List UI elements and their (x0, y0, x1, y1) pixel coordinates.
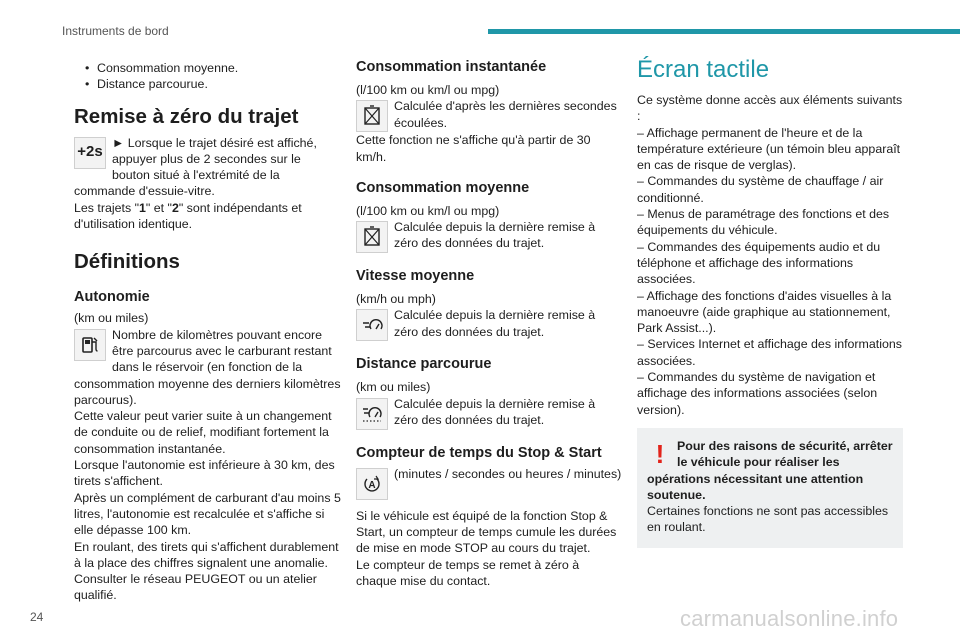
warning-icon: ! (655, 438, 665, 469)
column-1 (74, 56, 342, 604)
touchscreen-title: Écran tactile (637, 56, 770, 83)
autonomie-unit: (km ou miles) (74, 311, 149, 326)
stop-start-icon (356, 468, 388, 500)
conso-moy-unit: (l/100 km ou km/l ou mpg) (356, 203, 500, 218)
stopstart-title: Compteur de temps du Stop & Start (356, 444, 602, 461)
fuel-pump-icon (74, 329, 106, 361)
conso-moy-text: Calculée depuis la dernière remise à zéro des données du trajet. (394, 220, 596, 251)
header-accent-bar (488, 29, 960, 34)
page-number: 24 (30, 610, 44, 624)
warning-box (637, 428, 903, 548)
reset-section (74, 135, 342, 233)
autonomie-title: Autonomie (74, 289, 150, 306)
distance-title: Distance parcourue (356, 356, 492, 373)
vitesse-section (356, 307, 622, 341)
reset-text: ► Lorsque le trajet désiré est affiché, appuyer plus de 2 secondes sur le bouton situé à l'extrémité de la commande d'essuie-vitre. (74, 135, 317, 199)
header-title: Instruments de bord (62, 24, 169, 38)
reset-title: Remise à zéro du trajet (74, 104, 299, 128)
touchscreen-item: – Commandes des équipements audio et du téléphone et affichage des informations associées. (637, 239, 881, 287)
column-2 (356, 56, 622, 589)
vitesse-unit: (km/h ou mph) (356, 292, 436, 307)
stopstart-unit: (minutes / secondes ou heures / minutes) (394, 466, 622, 481)
column-3 (637, 56, 903, 548)
average-speed-icon (356, 309, 388, 341)
conso-inst-section (356, 98, 622, 165)
touchscreen-intro: Ce système donne accès aux éléments suivants : (637, 93, 903, 124)
distance-text: Calculée depuis la dernière remise à zéro des données du trajet. (394, 396, 596, 428)
autonomie-text: En roulant, des tirets qui s'affichent durablement à la place des chiffres signalent une anomalie. Consulter le réseau PEUGEOT ou un atelier qualifié. (74, 539, 339, 603)
stopstart-text: Le compteur de temps se remet à zéro à chaque mise du contact. (356, 557, 580, 588)
vitesse-text: Calculée depuis la dernière remise à zéro des données du trajet. (394, 308, 596, 339)
stopstart-section (356, 466, 622, 589)
touchscreen-item: – Commandes du système de navigation et affichage des informations associées (selon version). (637, 370, 878, 417)
distance-unit: (km ou miles) (356, 380, 431, 395)
reset-trips-text: Les trajets "1" et "2" sont indépendants et d'utilisation identique. (74, 200, 302, 232)
fuel-consumption-icon (356, 221, 388, 253)
svg-text:A: A (368, 479, 376, 491)
distance-section (356, 396, 622, 430)
conso-inst-unit: (l/100 km ou km/l ou mpg) (356, 83, 500, 97)
autonomie-text: Après un complément de carburant d'au moins 5 litres, l'autonomie est recalculée et s'affiche si elle dépasse 100 km. (74, 490, 341, 538)
conso-moy-section (356, 219, 622, 253)
touchscreen-item: – Commandes du système de chauffage / air conditionné. (637, 174, 884, 205)
autonomie-text: Lorsque l'autonomie est inférieure à 30 km, des tirets s'affichent. (74, 458, 335, 489)
touchscreen-item: – Affichage des fonctions d'aides visuelles à la manoeuvre (aide graphique au stationnement, Park Assist...). (637, 288, 892, 336)
bullet-item: • Consommation moyenne. (85, 60, 342, 76)
autonomie-section (74, 327, 342, 604)
warning-text: Certaines fonctions ne sont pas accessibles en roulant. (647, 504, 889, 535)
conso-moy-title: Consommation moyenne (356, 179, 530, 196)
distance-icon (356, 398, 388, 430)
definitions-title: Définitions (74, 250, 180, 274)
autonomie-text: Cette valeur peut varier suite à un changement de conduite ou de relief, modifiant fortement la consommation instantanée. (74, 409, 332, 456)
warning-bold-text: Pour des raisons de sécurité, arrêter le véhicule pour réaliser les opérations nécessitant une attention soutenue. (647, 438, 893, 502)
watermark: carmanualsonline.info (680, 606, 899, 631)
touchscreen-item: – Services Internet et affichage des informations associées. (637, 337, 902, 368)
stopstart-text: Si le véhicule est équipé de la fonction Stop & Start, un compteur de temps cumule les durées de mise en mode STOP au cours du trajet. (356, 508, 617, 556)
touchscreen-item: – Affichage permanent de l'heure et de la température extérieure (un témoin bleu apparaît en cas de risque de verglas). (637, 125, 901, 173)
fuel-consumption-icon (356, 100, 388, 132)
autonomie-text: Nombre de kilomètres pouvant encore être parcourus avec le carburant restant dans le réservoir (en fonction de la consommation moyenne des derniers kilomètres parcourus). (74, 327, 341, 407)
conso-inst-title: Consommation instantanée (356, 59, 547, 75)
touchscreen-item: – Menus de paramétrage des fonctions et des équipements du véhicule. (637, 207, 890, 238)
bullet-list (74, 60, 342, 93)
conso-inst-note: Cette fonction ne s'affiche qu'à partir de 30 km/h. (356, 133, 591, 164)
conso-inst-text: Calculée d'après les dernières secondes écoulées. (394, 99, 617, 130)
vitesse-title: Vitesse moyenne (356, 268, 475, 285)
bullet-item: • Distance parcourue. (85, 76, 342, 92)
reset-2s-icon: +2s (74, 137, 106, 169)
